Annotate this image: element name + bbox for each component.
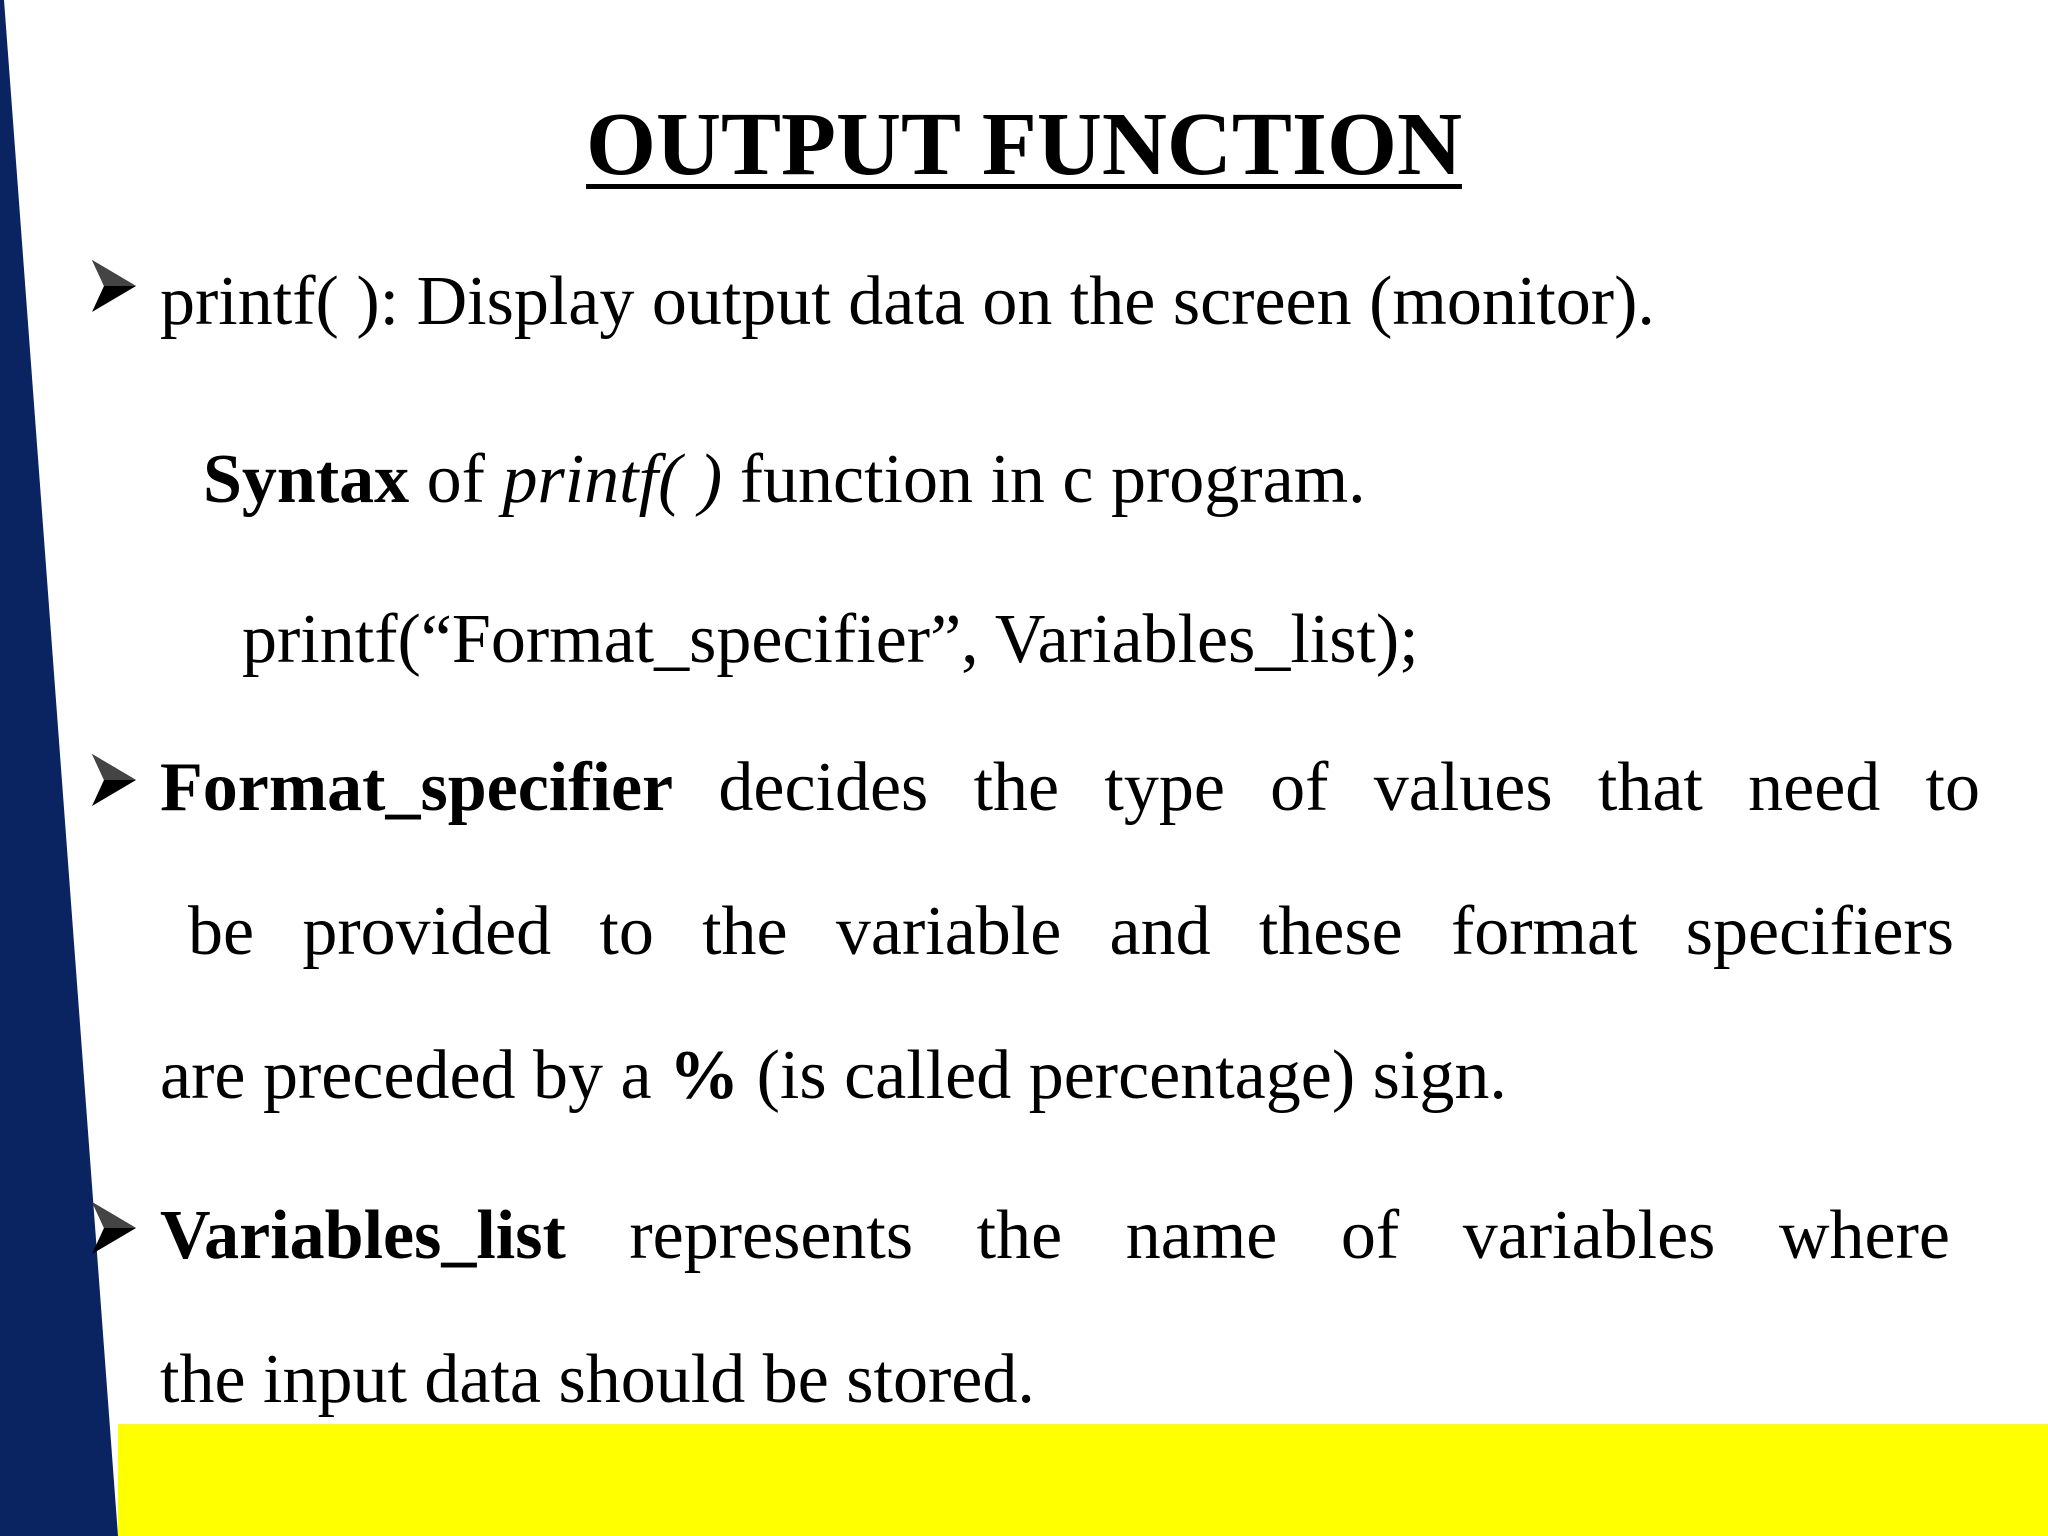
variables-list-line1-rest: represents the name of variables where xyxy=(565,1197,1950,1274)
format-specifier-line3-pre: are preceded by a xyxy=(160,1037,670,1114)
printf-description: printf( ): Display output data on the screen (monitor). xyxy=(160,263,1655,340)
arrowhead-bullet-icon xyxy=(90,1200,140,1256)
variables-list-term: Variables_list xyxy=(160,1197,566,1274)
slide-title-text: OUTPUT FUNCTION xyxy=(586,95,1462,194)
printf-syntax-example xyxy=(242,600,1419,680)
arrowhead-bullet-icon xyxy=(90,258,140,314)
yellow-footer-band xyxy=(118,1424,2048,1536)
format-specifier-line3-post: (is called percentage) sign. xyxy=(739,1037,1507,1114)
syntax-printf-italic: printf( ) xyxy=(502,441,723,518)
format-specifier-line-1 xyxy=(160,748,1980,828)
bullet-item-printf xyxy=(160,262,1655,342)
format-specifier-line2-text: be provided to the variable and these format specifiers xyxy=(188,893,1954,970)
variables-list-line-1 xyxy=(160,1196,1950,1276)
syntax-label: Syntax xyxy=(203,441,410,518)
slide-title xyxy=(0,95,2048,195)
variables-list-line2-text: the input data should be stored. xyxy=(160,1341,1035,1418)
format-specifier-line-3 xyxy=(160,1036,1507,1116)
printf-code-text: printf(“Format_specifier”, Variables_list); xyxy=(242,601,1419,678)
variables-list-line-2 xyxy=(160,1340,1035,1420)
format-specifier-line-2 xyxy=(188,892,1954,972)
arrowhead-bullet-icon xyxy=(90,752,140,808)
format-specifier-line1-rest: decides the type of values that need to xyxy=(673,749,1980,826)
format-specifier-term: Format_specifier xyxy=(160,749,674,826)
percent-sign: % xyxy=(669,1037,740,1114)
syntax-rest-text: function in c program. xyxy=(722,441,1366,518)
syntax-of-text: of xyxy=(409,441,503,518)
syntax-line xyxy=(203,440,1366,520)
